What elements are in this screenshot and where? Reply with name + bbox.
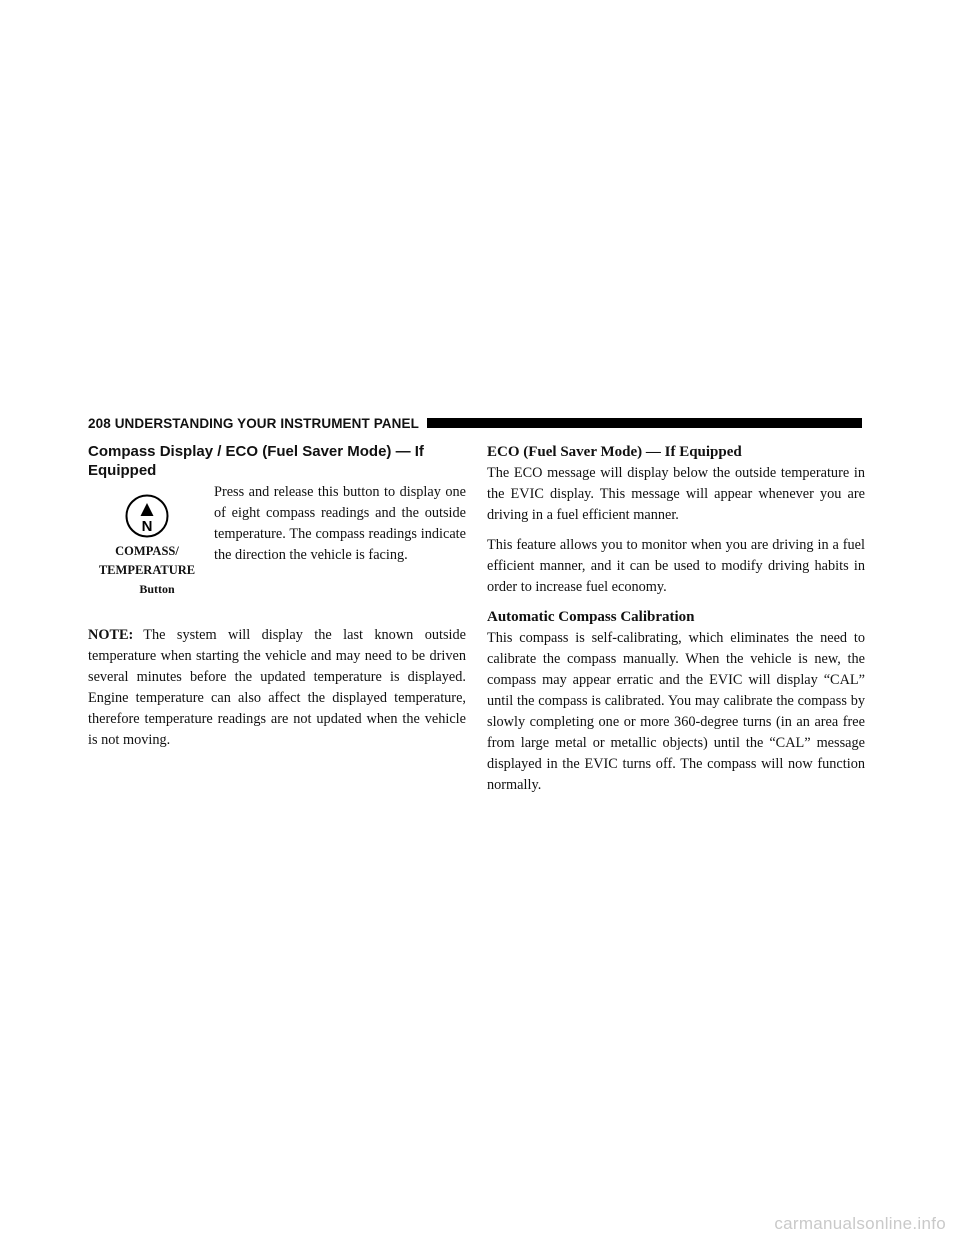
intro-paragraph: Press and release this button to display one of eight compass readings and the outside temperature. The compass readings indicate the direction the vehicle is facing. — [214, 484, 466, 563]
page-number: 208 — [88, 415, 111, 431]
note-label: NOTE: — [88, 627, 134, 643]
section-heading: Compass Display / ECO (Fuel Saver Mode) — If Equipped — [88, 443, 424, 479]
svg-text:N: N — [141, 518, 153, 535]
calibration-heading: Automatic Compass Calibration — [487, 609, 695, 625]
compass-button-figure — [88, 482, 206, 599]
icon-caption-line1: COMPASS/ — [115, 544, 179, 558]
note-paragraph — [88, 625, 466, 751]
icon-caption — [88, 542, 206, 599]
compass-icon — [125, 494, 169, 538]
running-header — [88, 414, 862, 432]
eco-paragraph-2: This feature allows you to monitor when you are driving in a fuel efficient manner, and it can be used to modify driving habits in order to increase fuel economy. — [487, 537, 865, 595]
icon-caption-line2: TEMPERATURE — [98, 563, 196, 577]
left-column — [88, 442, 466, 751]
eco-paragraph-1: The ECO message will display below the outside temperature in the EVIC display. This message will appear whenever you are driving in a fuel efficient manner. — [487, 465, 865, 523]
watermark: carmanualsonline.info — [774, 1214, 946, 1233]
eco-heading: ECO (Fuel Saver Mode) — If Equipped — [487, 444, 742, 460]
icon-caption-line3: Button — [139, 582, 175, 596]
header-rule — [427, 418, 862, 428]
icon-row — [88, 482, 466, 599]
right-column — [487, 442, 865, 796]
section-title: UNDERSTANDING YOUR INSTRUMENT PANEL — [114, 415, 419, 431]
note-text: The system will display the last known outside temperature when starting the vehicle and may need to be driven several minutes before the updated temperature is displayed. Engine temperature can also affect the displayed temperature, therefore temperature readings are not updated when the vehicle is not moving. — [88, 627, 466, 748]
intro-paragraph-wrap — [206, 482, 466, 599]
calibration-paragraph: This compass is self-calibrating, which eliminates the need to calibrate the compass manually. When the vehicle is new, the compass may appear erratic and the EVIC will display “CAL” until the compass is calibrated. You may calibrate the compass by slowly completing one or more 360-degree turns (in an area free from large metal or metallic objects) until the “CAL” message displayed in the EVIC turns off. The compass will now function normally. — [487, 630, 865, 793]
header-title — [88, 416, 419, 431]
